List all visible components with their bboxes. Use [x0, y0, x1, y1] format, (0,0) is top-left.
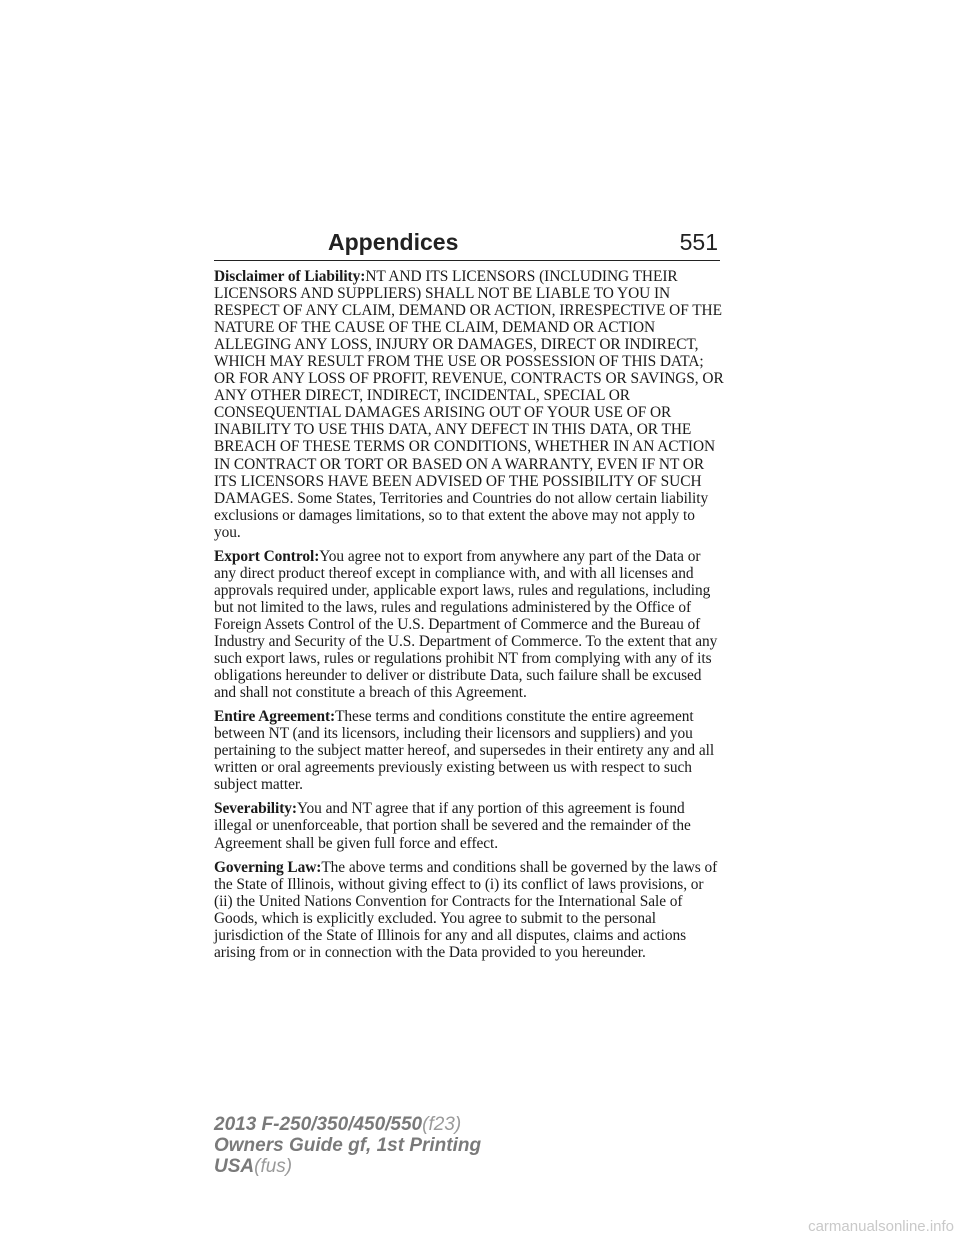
footer-market-code: (fus) — [254, 1156, 293, 1177]
section-disclaimer-of-liability — [214, 268, 724, 541]
section-term: Severability: — [214, 800, 297, 818]
section-governing-law — [214, 859, 724, 961]
page-title: Appendices — [328, 229, 459, 255]
section-text: The above terms and conditions shall be governed by the laws of the State of Illinois, without giving effect to (i) its conflict of laws provisions, or (ii) the United Nations Convention for Contracts for the International Sale of Goods, which is explicitly excluded. You agree to submit to the personal jurisdiction of the State of Illinois for any and all disputes, claims and actions arising from or in connection with the Data provided to you hereunder. — [214, 858, 718, 961]
footer-guide: Owners Guide gf, 1st Printing — [214, 1135, 482, 1156]
section-term: Entire Agreement: — [214, 708, 336, 726]
section-text: You and NT agree that if any portion of this agreement is found illegal or unenforceable, that portion shall be severed and the remainder of the Agreement shall be given full force and effect. — [214, 800, 691, 852]
section-export-control — [214, 548, 724, 701]
footer-line-guide — [214, 1135, 481, 1156]
section-term: Disclaimer of Liability: — [214, 268, 366, 285]
section-text: You agree not to export from anywhere any part of the Data or any direct product thereof except in compliance with, and with all licenses and approvals required under, applicable export laws, rules and regulations, including but not limited to the laws, rules and regulations administered by the Office of Foreign Assets Control of the U.S. Department of Commerce and the Bureau of Industry and Security of the U.S. Department of Commerce. To the extent that any such export laws, rules or regulations prohibit NT from complying with any of its obligations hereunder to deliver or distribute Data, such failure shall be excused and shall not constitute a breach of this Agreement. — [214, 547, 718, 702]
footer-market: USA — [214, 1156, 255, 1177]
page-header — [214, 226, 720, 261]
page-number: 551 — [679, 229, 718, 255]
section-entire-agreement — [214, 708, 724, 793]
section-text: NT AND ITS LICENSORS (INCLUDING THEIR LICENSORS AND SUPPLIERS) SHALL NOT BE LIABLE TO YOU IN RESPECT OF ANY CLAIM, DEMAND OR ACTION, IRRESPECTIVE OF THE NATURE OF THE CAUSE OF THE CLAIM, DEMAND OR ACTION ALLEGING ANY LOSS, INJURY OR DAMAGES, DIRECT OR INDIRECT, WHICH MAY RESULT FROM THE USE OR POSSESSION OF THIS DATA; OR FOR ANY LOSS OF PROFIT, REVENUE, CONTRACTS OR SAVINGS, OR ANY OTHER DIRECT, INDIRECT, INCIDENTAL, SPECIAL OR CONSEQUENTIAL DAMAGES ARISING OUT OF YOUR USE OF OR INABILITY TO USE THIS DATA, ANY DEFECT IN THIS DATA, OR THE BREACH OF THESE TERMS OR CONDITIONS, WHETHER IN AN ACTION IN CONTRACT OR TORT OR BASED ON A WARRANTY, EVEN IF NT OR ITS LICENSORS HAVE BEEN ADVISED OF THE POSSIBILITY OF SUCH DAMAGES. Some States, Territories and Countries do not allow certain liability exclusions or damages limitations, so to that extent the above may not apply to you. — [214, 268, 724, 541]
section-text: These terms and conditions constitute the entire agreement between NT (and its licensors, including their licensors and suppliers) and you pertaining to the subject matter hereof, and supersedes in their entirety any and all written or oral agreements previously existing between us with respect to such subject matter. — [214, 708, 715, 794]
section-term: Governing Law: — [214, 858, 322, 876]
section-term: Export Control: — [214, 547, 320, 565]
watermark-text: carmanualsonline.info — [808, 1218, 954, 1235]
footer-model: 2013 F-250/350/450/550 — [214, 1114, 423, 1135]
footer-line-model — [214, 1114, 481, 1135]
footer-line-market — [214, 1156, 481, 1177]
section-severability — [214, 800, 724, 851]
document-body — [214, 268, 724, 968]
print-footer — [214, 1114, 481, 1177]
footer-model-code: (f23) — [422, 1114, 462, 1135]
